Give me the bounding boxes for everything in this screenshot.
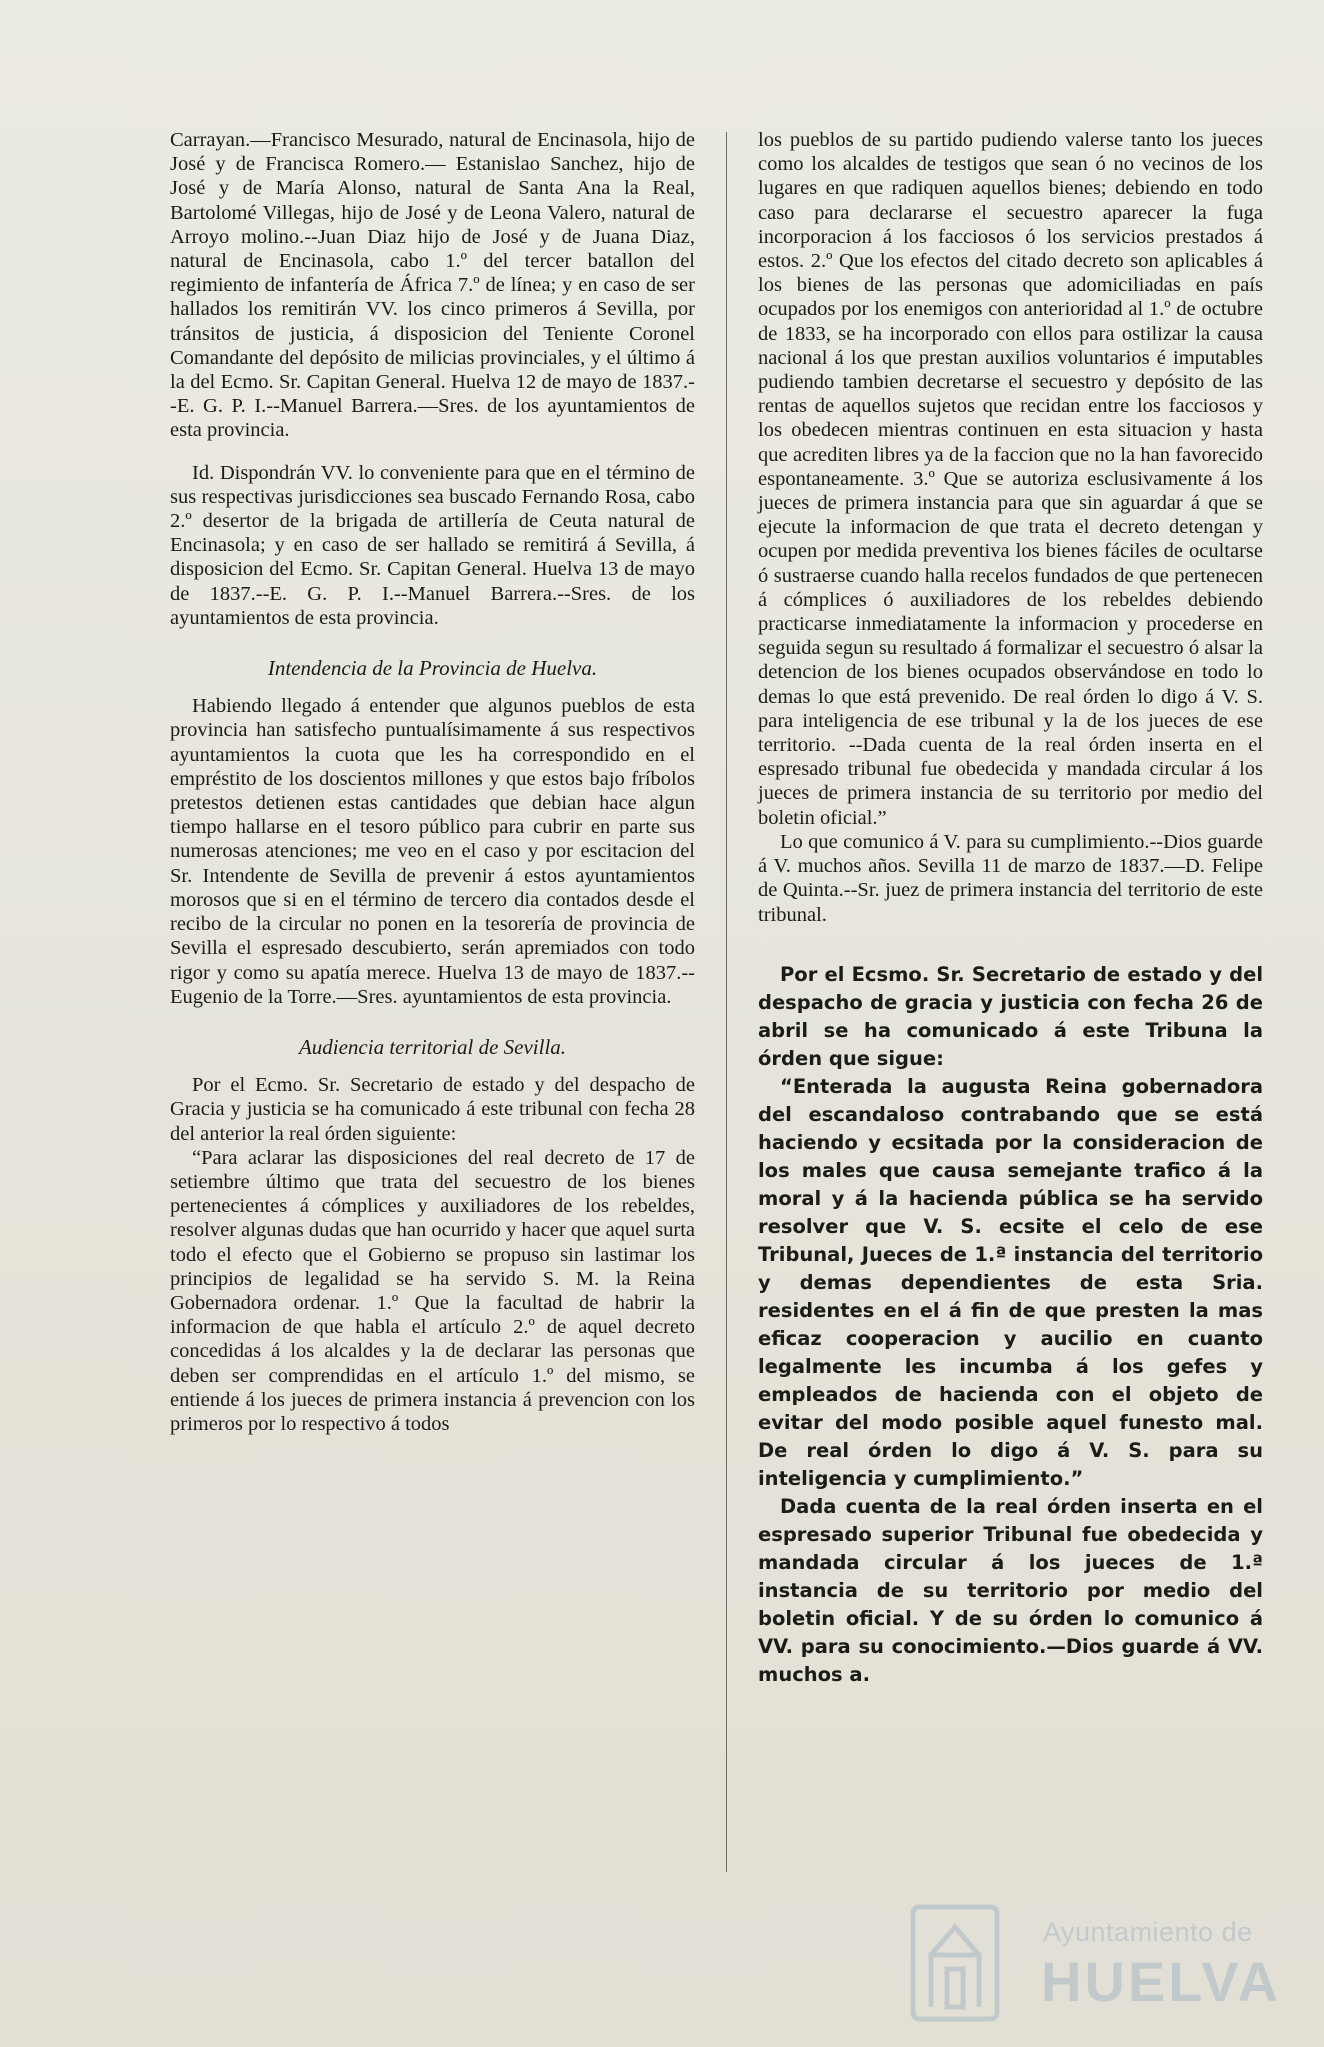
watermark-text-line1: Ayuntamiento de — [1043, 1917, 1253, 1947]
audiencia-closing: Lo que comunico á V. para su cumplimiento.--Dios guarde á V. muchos años. Sevilla 11 de marzo de 1837.—D. Felipe de Quinta.--Sr. juez de primera instancia del territorio de este tribunal. — [758, 830, 1263, 926]
town-hall-icon — [905, 1897, 1005, 2027]
contrabando-ending: Dada cuenta de la real órden inserta en el espresado superior Tribunal fue obedecida y mandada circular á los jueces de 1.ª instancia de su territorio por medio del boletin oficial. Y de su órden lo comunico á VV. para su conocimiento.—Dios guarde á VV. muchos a. — [758, 1494, 1263, 1686]
heading-intendencia: Intendencia de la Provincia de Huelva. — [267, 656, 598, 681]
real-orden-text-start: “Para aclarar las disposiciones del real decreto de 17 de setiembre último que trata del secuestro de los bienes pertenecientes á cómplices y auxiliadores de los rebeldes, resolver algunas dudas que han ocurrido y hacer que aquel surta todo el efecto que el Gobierno se propuso sin lastimar los principios de legalidad se ha servido S. M. la Reina Gobernadora ordenar. 1.º Que la facultad de habrir la informacion de que habla el artículo 2.º de aquel decreto concedidas á los alcaldes y la de declarar las personas que deben ser comprendidas en el artículo 1.º del mismo, se entiende á los jueces de primera instancia á prevencion con los primeros por lo respectivo á todos — [170, 1146, 695, 1435]
desertion-notice-1: Carrayan.—Francisco Mesurado, natural de Encinasola, hijo de José y de Francisca Romero.— Estanislao Sanchez, hijo de José y de María Alonso, natural de Santa Ana la Real, Bartolomé Villegas, hijo de José y de Leona Valero, natural de Arroyo molino.--Juan Diaz hijo de José y de Juana Diaz, natural de Encinasola, cabo 1.º del tercer batallon del regimiento de infantería de África 7.º de línea; y en caso de ser hallados los remitirán VV. los cinco primeros á Sevilla, por tránsitos de justicia, á disposicion del Teniente Coronel Comandante del depósito de milicias provinciales, y el último á la del Ecmo. Sr. Capitan General. Huelva 12 de mayo de 1837.--E. G. P. I.--Manuel Barrera.—Sres. de los ayuntamientos de esta provincia. — [170, 129, 695, 442]
contrabando-intro: Por el Ecsmo. Sr. Secretario de estado y del despacho de gracia y justicia con fecha 26 de abril se ha comunicado á este Tribuna la órden que sigue: — [758, 962, 1263, 1070]
intendencia-notice: Habiendo llegado á entender que algunos pueblos de esta provincia han satisfecho puntualísimamente á sus respectivos ayuntamientos la cuota que les ha correspondido en el empréstito de los doscientos millones y que estos bajo fríbolos pretestos detienen estas cantidades que debian hace algun tiempo hallarse en el tesoro público para cubrir en parte sus numerosas atenciones; me veo en el caso y por escitacion del Sr. Intendente de Sevilla de prevenir á estos ayuntamientos morosos que si en el término de tercero dia contados desde el recibo de la circular no ponen en la tesorería de provincia de Sevilla el espresado descubierto, serán apremiados con todo rigor y como su apatía merece. Huelva 13 de mayo de 1837.--Eugenio de la Torre.—Sres. ayuntamientos de esta provincia. — [170, 695, 695, 1008]
right-column — [758, 128, 1263, 1689]
audiencia-intro: Por el Ecmo. Sr. Secretario de estado y del despacho de Gracia y justicia se ha comunicado á este tribunal con fecha 28 del anterior la real órden siguiente: — [170, 1074, 695, 1145]
watermark-text-line2: HUELVA — [1041, 1950, 1281, 2013]
contrabando-quote: “Enterada la augusta Reina gobernadora del escandaloso contrabando que se está haciendo y ecsitada por la consideracion de los males que causa semejante trafico á la moral y á la hacienda pública se ha servido resolver que V. S. ecsite el celo de ese Tribunal, Jueces de 1.ª instancia del territorio y demas dependientes de esta Sria. residentes en el á fin de que presten la mas eficaz cooperacion y aucilio en cuanto legalmente les incumba á los gefes y empleados de hacienda con el objeto de evitar del modo posible aquel funesto mal. De real órden lo digo á V. S. para su inteligencia y cumplimiento.” — [758, 1074, 1263, 1490]
desertion-notice-2: Id. Dispondrán VV. lo conveniente para que en el término de sus respectivas jurisdicciones sea buscado Fernando Rosa, cabo 2.º desertor de la brigada de artillería de Ceuta natural de Encinasola; y en caso de ser hallado se remitirá á Sevilla, á disposicion del Ecmo. Sr. Capitan General. Huelva 13 de mayo de 1837.--E. G. P. I.--Manuel Barrera.--Sres. de los ayuntamientos de esta provincia. — [170, 461, 695, 629]
column-divider — [726, 132, 727, 1872]
contrabando-notice — [758, 961, 1263, 1689]
real-orden-text-continued: los pueblos de su partido pudiendo valerse tanto los jueces como los alcaldes de testigos que sean ó no vecinos de los lugares en que radiquen aquellos bienes; debiendo en todo caso para declararse el secuestro aparecer la fuga incorporacion á los facciosos ó los servicios prestados á estos. 2.º Que los efectos del citado decreto son aplicables á los bienes de las personas que adomiciliadas en país ocupados por los enemigos con anterioridad al 1.º de octubre de 1833, se ha incorporado con ellos para ostilizar la causa nacional á los que prestan auxilios voluntarios é imputables pudiendo tambien decretarse el secuestro y depósito de las rentas de aquellos sujetos que recidan entre los facciosos y los obedecen mientras continuen en esta situacion y hasta que acrediten libres ya de la faccion que no la han favorecido espontaneamente. 3.º Que se autoriza esclusivamente á los jueces de primera instancia para que sin aguardar á que se ejecute la informacion de que trata el decreto detengan y ocupen por medida preventiva los bienes fáciles de ocultarse ó sustraerse cuando halla recelos fundados de que pertenecen á cómplices ó auxiliadores de los rebeldes debiendo practicarse inmediatamente la informacion y procederse en seguida segun su resultado á formalizar el secuestro ó alsar la detencion de los bienes ocupados observándose en todo lo demas lo que está prevenido. De real órden lo digo á V. S. para inteligencia de ese tribunal y la de los jueces de ese territorio. --Dada cuenta de la real órden inserta en el espresado tribunal fue obedecida y mandada circular á los jueces de primera instancia de su territorio por medio del boletin oficial.” — [758, 129, 1263, 829]
heading-audiencia: Audiencia territorial de Sevilla. — [298, 1034, 567, 1059]
left-column — [170, 128, 695, 1436]
ayuntamiento-huelva-watermark — [905, 1895, 1281, 2035]
